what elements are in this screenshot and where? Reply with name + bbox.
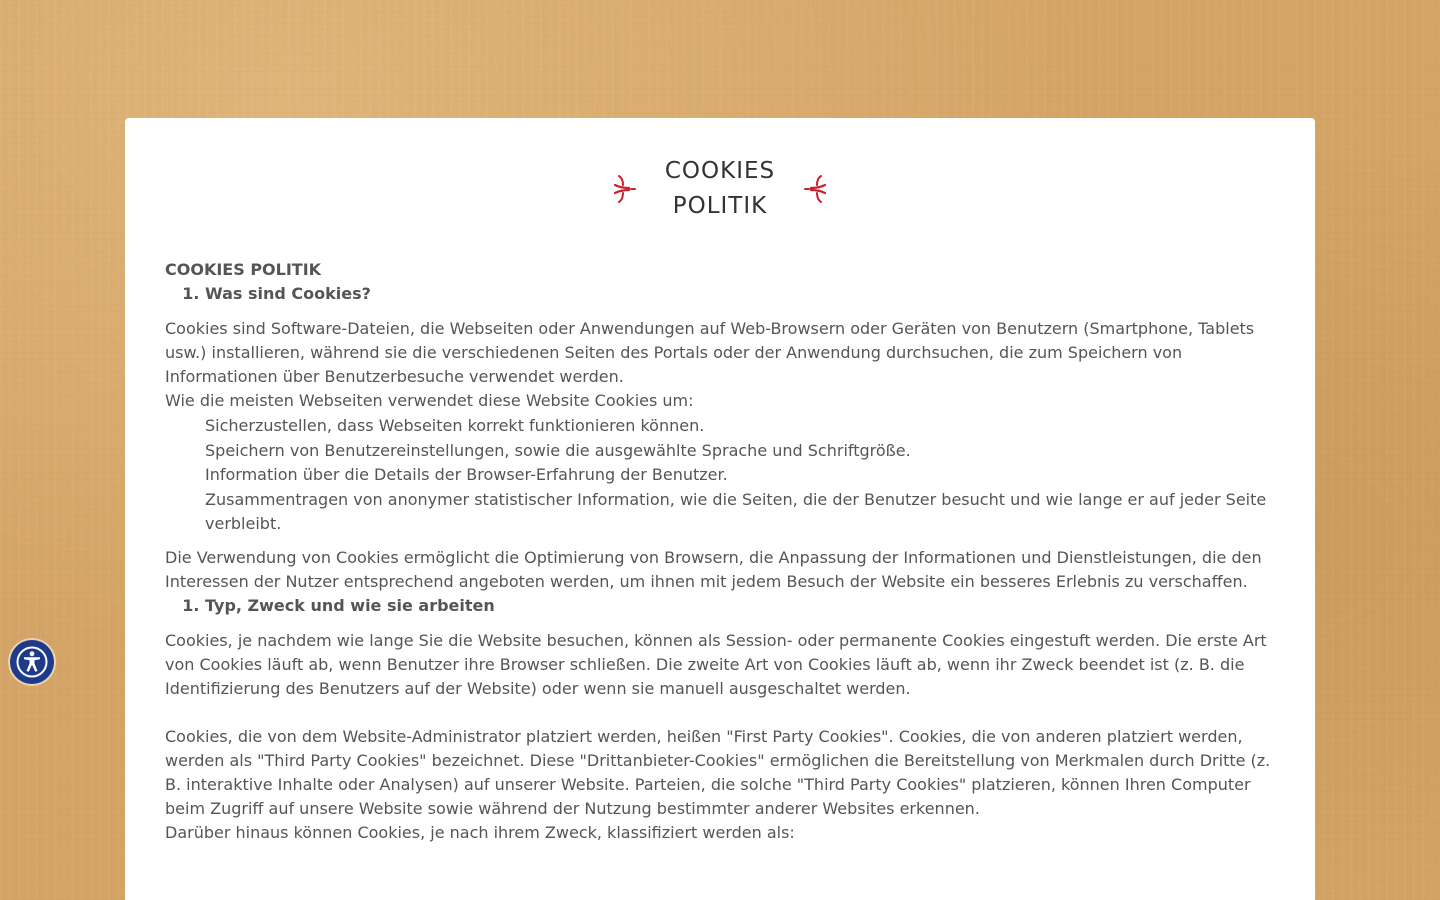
left-ornament-icon <box>609 172 641 206</box>
list-item: Zusammentragen von anonymer statistischer Information, wie die Seiten, die der Benutzer besucht und wie lange er auf jeder Seite verbleibt. <box>205 489 1267 533</box>
section2-heading-list <box>165 594 1275 618</box>
page-title-line2: POLITIK <box>672 193 768 219</box>
right-ornament-icon <box>799 172 831 206</box>
paragraph-3: Die Verwendung von Cookies ermöglicht die Optimierung von Browsern, die Anpassung der Informationen und Dienstleistungen, die den Interessen der Nutzer entsprechend angeboten werden, um ihnen mit jedem Besuch der Website ein besseres Erlebnis zu verschaffen. <box>165 547 1262 591</box>
page-header <box>165 154 1275 224</box>
policy-heading: COOKIES POLITIK <box>165 260 322 279</box>
paragraph-6: Darüber hinaus können Cookies, je nach ihrem Zweck, klassifiziert werden als: <box>165 822 795 842</box>
policy-content <box>165 258 1275 845</box>
paragraph-2: Wie die meisten Webseiten verwendet diese Website Cookies um: <box>165 391 694 410</box>
accessibility-icon <box>15 645 49 679</box>
purpose-list <box>165 414 1275 536</box>
list-item: Information über die Details der Browser-Erfahrung der Benutzer. <box>205 465 728 484</box>
section1-title: 1. Was sind Cookies? <box>205 282 1275 306</box>
accessibility-button[interactable] <box>10 640 54 684</box>
paragraph-5: Cookies, die von dem Website-Administrator platziert werden, heißen "First Party Cookies". Cookies, die von anderen platziert werden, werden als "Third Party Cookies" bezeichnet. Diese "Drittanbieter-Cookies" ermöglichen die Bereitstellung von Merkmalen durch Dritte (z. B. interaktive Inhalte oder Analysen) auf unserer Website. Parteien, die solche "Third Party Cookies" platzieren, können Ihren Computer beim Zugriff auf unsere Website sowie während der Nutzung bestimmter anderer Websites erkennen. <box>165 726 1271 818</box>
content-card <box>125 118 1315 900</box>
section2-title: 1. Typ, Zweck und wie sie arbeiten <box>205 594 1275 618</box>
section1-heading-list <box>165 282 1275 306</box>
page-title <box>665 154 775 224</box>
paragraph-1: Cookies sind Software-Dateien, die Webseiten oder Anwendungen auf Web-Browsern oder Geräten von Benutzern (Smartphone, Tablets usw.) installieren, während sie die verschiedenen Seiten des Portals oder der Anwendung durchsuchen, die zum Speichern von Informationen über Benutzerbesuche verwendet werden. <box>165 319 1255 386</box>
page-title-line1: COOKIES <box>664 158 776 184</box>
list-item: Speichern von Benutzereinstellungen, sowie die ausgewählte Sprache und Schriftgröße. <box>205 440 911 460</box>
paragraph-4: Cookies, je nachdem wie lange Sie die Website besuchen, können als Session- oder permanente Cookies eingestuft werden. Die erste Art von Cookies läuft ab, wenn Benutzer ihre Browser schließen. Die zweite Art von Cookies läuft ab, wenn ihr Zweck beendet ist (z. B. die Identifizierung des Benutzers auf der Website) oder wenn sie manuell ausgeschaltet werden. <box>165 630 1267 698</box>
list-item: Sicherzustellen, dass Webseiten korrekt funktionieren können. <box>205 416 705 435</box>
